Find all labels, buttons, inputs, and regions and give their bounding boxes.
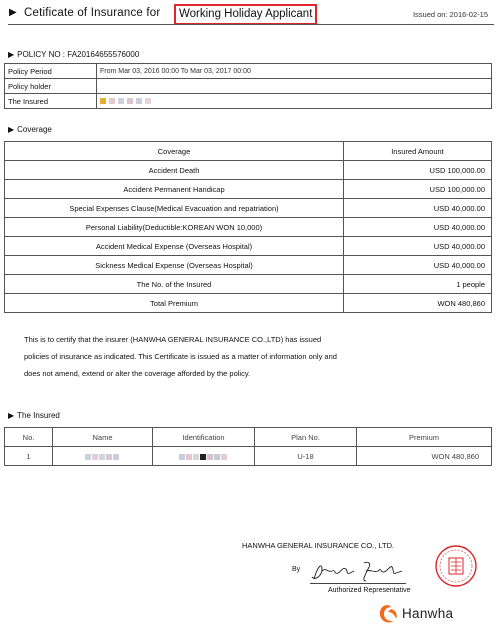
company-name: HANWHA GENERAL INSURANCE CO., LTD. <box>242 541 395 550</box>
policy-heading <box>8 50 139 59</box>
certification-line: policies of insurance as indicated. This Certificate is issued as a matter of information only and <box>24 352 337 361</box>
coverage-amount: USD 40,000.00 <box>344 218 492 237</box>
coverage-table <box>4 141 492 313</box>
insured-id-redacted <box>153 447 255 466</box>
coverage-name: Total Premium <box>5 294 344 313</box>
insured-premium: WON 480,860 <box>357 447 492 466</box>
table-row <box>5 199 492 218</box>
coverage-amount: USD 100,000.00 <box>344 161 492 180</box>
policy-holder-value <box>97 79 492 94</box>
document-title-highlight: Working Holiday Applicant <box>174 4 317 25</box>
document-title-row <box>8 4 494 24</box>
policy-period-value: From Mar 03, 2016 00:00 To Mar 03, 2017 00:00 <box>97 64 492 79</box>
signature-line <box>310 583 406 584</box>
triangle-bullet-icon: ▶ <box>8 125 15 134</box>
column-header-name: Name <box>53 428 153 447</box>
brand-name: Hanwha <box>402 606 454 621</box>
table-row <box>5 79 492 94</box>
coverage-name: Accident Death <box>5 161 344 180</box>
handwritten-signature <box>308 559 408 585</box>
triangle-bullet-icon: ▶ <box>8 50 15 59</box>
title-divider <box>8 24 494 25</box>
table-row <box>5 94 492 109</box>
table-row <box>5 447 492 466</box>
coverage-name: Accident Permanent Handicap <box>5 180 344 199</box>
company-seal-stamp-icon <box>434 544 478 588</box>
policy-period-label: Policy Period <box>5 64 97 79</box>
coverage-name: Accident Medical Expense (Overseas Hospital) <box>5 237 344 256</box>
column-header-premium: Premium <box>357 428 492 447</box>
coverage-amount: USD 40,000.00 <box>344 256 492 275</box>
policy-number: POLICY NO : FA20164655576000 <box>17 50 140 59</box>
coverage-amount: USD 40,000.00 <box>344 237 492 256</box>
certification-text <box>24 331 474 382</box>
document-title: Cetificate of Insurance for <box>24 7 161 19</box>
insured-plan-no: U-18 <box>255 447 357 466</box>
policy-table <box>4 63 492 109</box>
table-row <box>5 275 492 294</box>
certification-line: does not amend, extend or alter the coverage afforded by the policy. <box>24 369 251 378</box>
coverage-amount: WON 480,860 <box>344 294 492 313</box>
table-row <box>5 180 492 199</box>
coverage-name: Personal Liability(Deductible:KOREAN WON 10,000) <box>5 218 344 237</box>
coverage-heading <box>8 125 52 134</box>
triangle-bullet-icon: ▶ <box>8 411 15 420</box>
column-header-identification: Identification <box>153 428 255 447</box>
triangle-bullet-icon: ▶ <box>9 7 17 18</box>
table-header-row <box>5 428 492 447</box>
column-header-insured-amount: Insured Amount <box>344 142 492 161</box>
table-header-row <box>5 142 492 161</box>
coverage-heading-text: Coverage <box>17 125 52 134</box>
authorized-representative-label: Authorized Representative <box>328 587 411 594</box>
insured-label: The Insured <box>5 94 97 109</box>
coverage-name: Special Expenses Clause(Medical Evacuation and repatriation) <box>5 199 344 218</box>
insured-heading <box>8 411 60 420</box>
insured-heading-text: The Insured <box>17 411 60 420</box>
insured-name-redacted <box>53 447 153 466</box>
policy-holder-label: Policy holder <box>5 79 97 94</box>
certification-line: This is to certify that the insurer (HANWHA GENERAL INSURANCE CO.,LTD) has issued <box>24 335 322 344</box>
coverage-name: The No. of the Insured <box>5 275 344 294</box>
table-row <box>5 256 492 275</box>
coverage-amount: 1 people <box>344 275 492 294</box>
insured-name-redacted <box>97 94 492 109</box>
column-header-no: No. <box>5 428 53 447</box>
table-row <box>5 218 492 237</box>
coverage-name: Sickness Medical Expense (Overseas Hospital) <box>5 256 344 275</box>
signature-by-label: By <box>292 566 301 573</box>
table-row <box>5 294 492 313</box>
insured-table <box>4 427 492 466</box>
table-row <box>5 237 492 256</box>
insured-no: 1 <box>5 447 53 466</box>
table-row <box>5 64 492 79</box>
column-header-coverage: Coverage <box>5 142 344 161</box>
coverage-amount: USD 100,000.00 <box>344 180 492 199</box>
table-row <box>5 161 492 180</box>
coverage-amount: USD 40,000.00 <box>344 199 492 218</box>
issued-date: Issued on: 2016-02-15 <box>412 10 488 19</box>
column-header-plan-no: Plan No. <box>255 428 357 447</box>
hanwha-flame-logo-icon <box>376 602 400 626</box>
